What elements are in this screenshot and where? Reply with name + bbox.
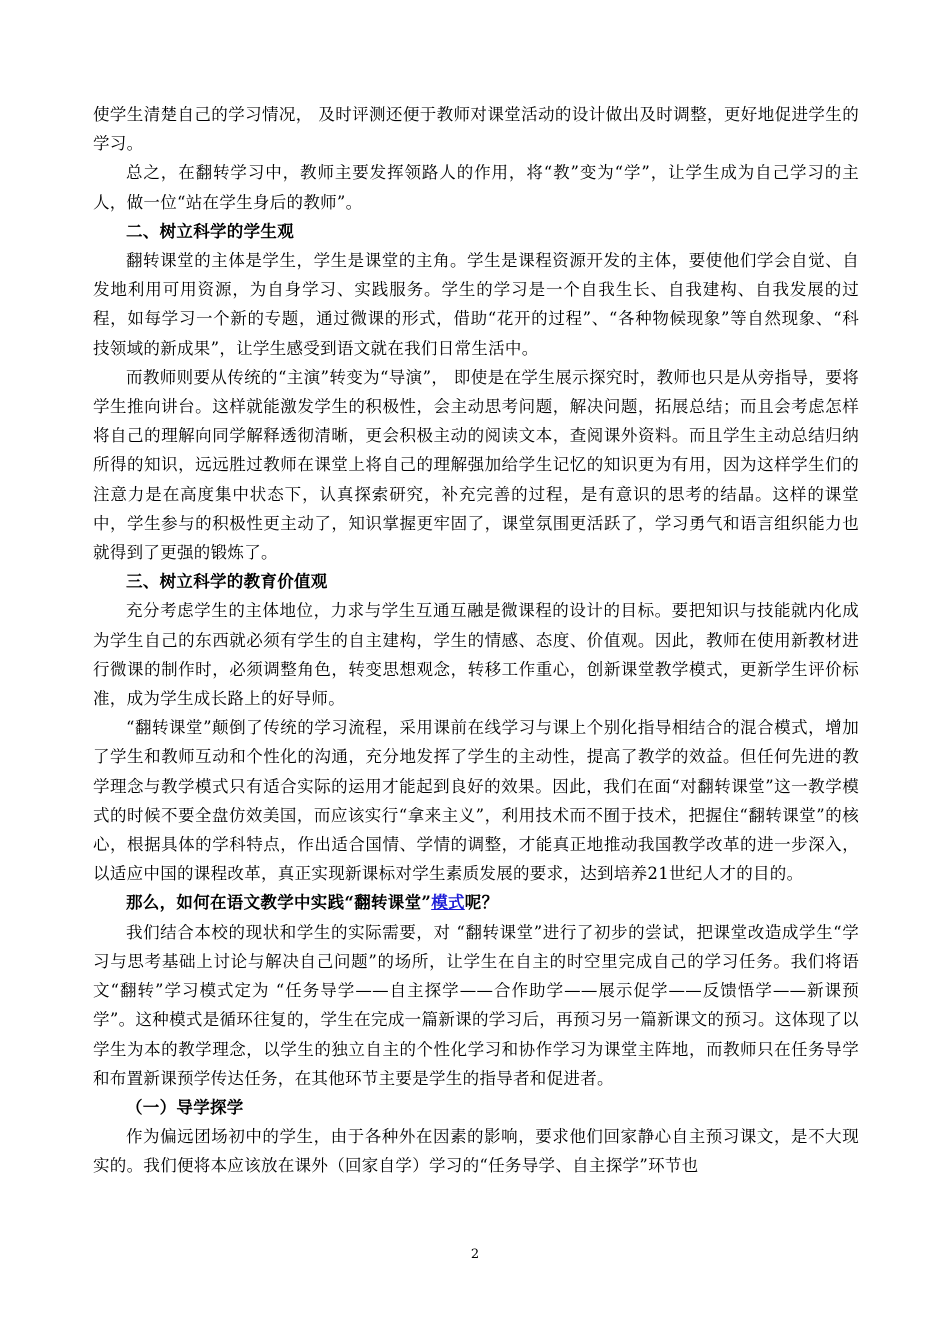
paragraph: 翻转课堂的主体是学生，学生是课堂的主角。学生是课程资源开发的主体，要使他们学会自觉、自发地利用可用资源，为自身学习、实践服务。学生的学习是一个自我生长、自我建构、自我发展的过程，如每学习一个新的专题，通过微课的形式，借助“花开的过程”、“各种物候现象”等自然现象、“科技领域的新成果”，让学生感受到语文就在我们日常生活中。 — [93, 251, 859, 358]
paragraph: “翻转课堂”颠倒了传统的学习流程，采用课前在线学习与课上个别化指导相结合的混合模式，增加了学生和教师互动和个性化的沟通，充分地发挥了学生的主动性，提高了教学的效益。但任何先进的教学理念与教学模式只有适合实际的运用才能起到良好的效果。因此，我们在面“对翻转课堂”这一教学模式的时候不要全盘仿效美国，而应该实行“拿来主义”，利用技术而不囿于技术，把握住“翻转课堂”的核心，根据具体的学科特点，作出适合国情、学情的调整，才能真正地推动我国教学改革的进一步深入，以适应中国的课程改革，真正实现新课标对学生素质发展的要求，达到培养21世纪人才的目的。 — [93, 718, 859, 884]
question-suffix: 呢？ — [464, 893, 499, 913]
page-number: 2 — [470, 1247, 480, 1262]
paragraph: 充分考虑学生的主体地位，力求与学生互通互融是微课程的设计的目标。要把知识与技能就内化成为学生自己的东西就必须有学生的自主建构，学生的情感、态度、价值观。因此，教师在使用新教材进行微课的制作时，必须调整角色，转变思想观念，转移工作重心，创新课堂教学模式，更新学生评价标准，成为学生成长路上的好导师。 — [93, 601, 859, 709]
question-heading — [93, 888, 859, 917]
paragraph: 作为偏远团场初中的学生，由于各种外在因素的影响，要求他们回家静心自主预习课文，是不大现实的。我们便将本应该放在课外（回家自学）学习的“任务导学、自主探学”环节也 — [93, 1127, 859, 1176]
paragraph: 总之，在翻转学习中，教师主要发挥领路人的作用，将“教”变为“学”，让学生成为自己学习的主人，做一位“站在学生身后的教师”。 — [93, 163, 859, 212]
question-text: 那么，如何在语文教学中实践“翻转课堂” — [126, 893, 432, 913]
paragraph: 使学生清楚自己的学习情况， 及时评测还便于教师对课堂活动的设计做出及时调整，更好地促进学生的学习。 — [93, 105, 859, 154]
section-heading: 二、树立科学的学生观 — [126, 221, 294, 241]
section-heading: 三、树立科学的教育价值观 — [126, 572, 328, 592]
mode-link[interactable]: 模式 — [431, 893, 465, 913]
paragraph: 我们结合本校的现状和学生的实际需要，对 “翻转课堂”进行了初步的尝试，把课堂改造成学生“学习与思考基础上讨论与解决自己问题”的场所，让学生在自主的时空里完成自己的学习任务。我们将语文“翻转”学习模式定为 “任务导学——自主探学——合作助学——展示促学——反馈悟学——新课预学”。这种模式是循环往复的，学生在完成一篇新课的学习后，再预习另一篇新课文的预习。这体现了以学生为本的教学理念，以学生的独立自主的个性化学习和协作学习为课堂主阵地，而教师只在任务导学和布置新课预学传达任务，在其他环节主要是学生的指导者和促进者。 — [93, 922, 859, 1088]
page-body — [93, 100, 859, 1181]
paragraph: 而教师则要从传统的“主演”转变为“导演”， 即使是在学生展示探究时，教师也只是从旁指导，要将学生推向讲台。这样就能激发学生的积极性，会主动思考问题，解决问题，拓展总结；而且会考虑怎样将自己的理解向同学解释透彻清晰，更会积极主动的阅读文本，查阅课外资料。而且学生主动总结归纳所得的知识，远远胜过教师在课堂上将自己的理解强加给学生记忆的知识更为有用，因为这样学生们的注意力是在高度集中状态下，认真探索研究，补充完善的过程，是有意识的思考的结晶。这样的课堂中，学生参与的积极性更主动了，知识掌握更牢固了，课堂氛围更活跃了，学习勇气和语言组织能力也就得到了更强的锻炼了。 — [93, 367, 859, 563]
subsection-heading: （一）导学探学 — [126, 1097, 244, 1117]
